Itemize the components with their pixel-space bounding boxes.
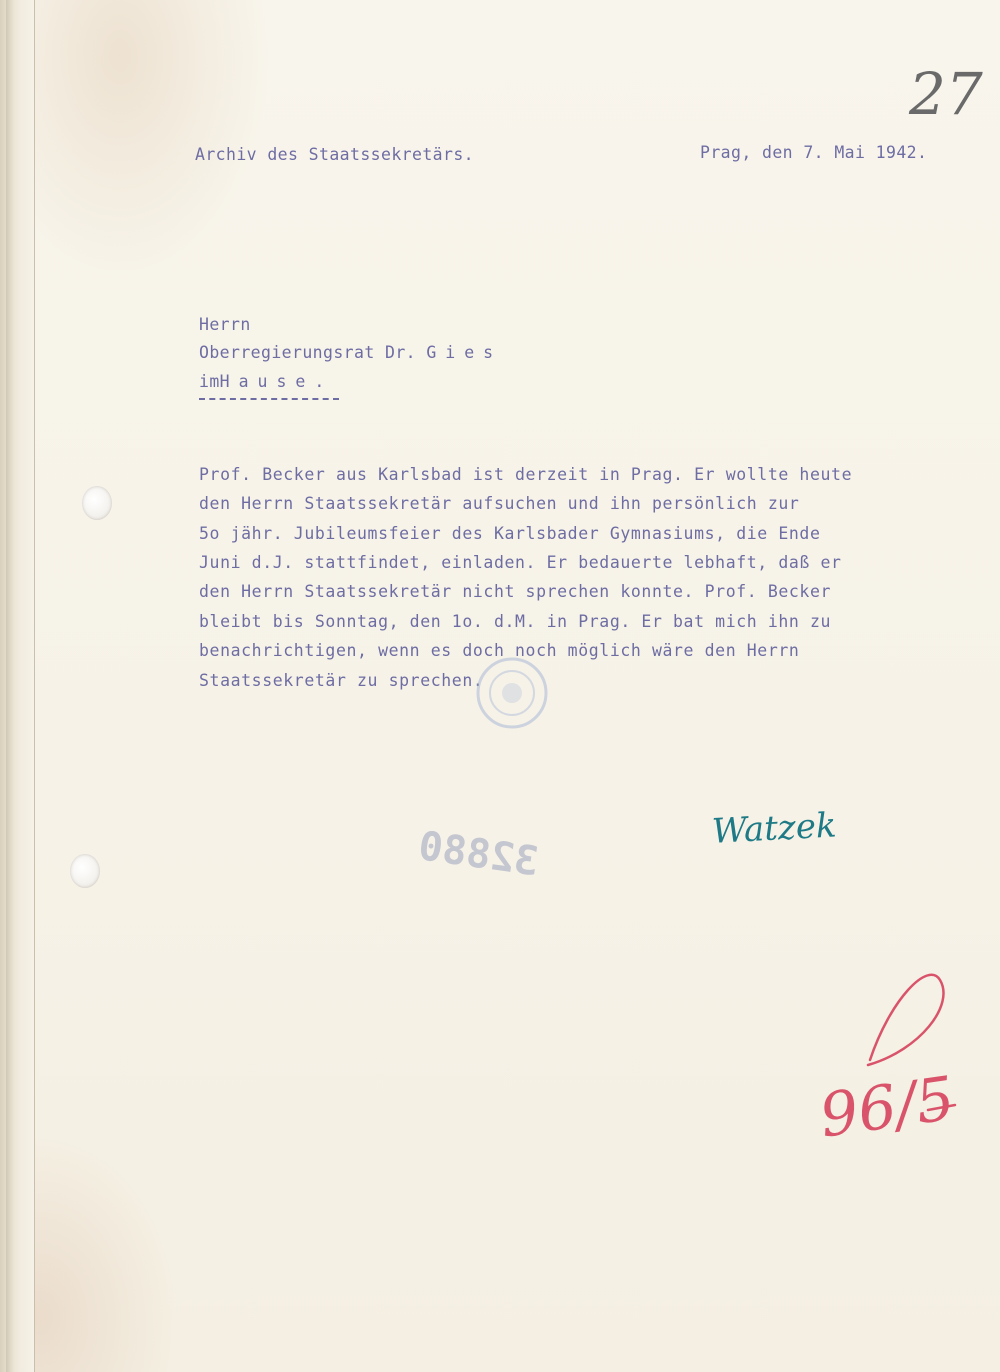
addressee-title: Oberregierungsrat Dr. [199, 343, 417, 362]
location-prefix: im [199, 372, 220, 391]
folio-number-text: 27 [909, 60, 983, 128]
punch-hole-upper [82, 486, 112, 520]
addressee-salutation: Herrn [199, 315, 251, 334]
body-line: den Herrn Staatssekretär nicht sprechen konnte. Prof. Becker [199, 582, 832, 601]
body-line: bleibt bis Sonntag, den 1o. d.M. in Prag. Er bat mich ihn zu [199, 612, 832, 631]
archive-stamp [462, 655, 554, 733]
paper-edge-shadow [6, 0, 14, 1372]
body-line: den Herrn Staatssekretär aufsuchen und ihn persönlich zur [199, 494, 800, 513]
location-word: Hause [219, 372, 315, 391]
inventory-number-text: 32880 [415, 823, 542, 886]
punch-hole-lower [70, 854, 100, 888]
signature-text: Watzek [710, 805, 838, 852]
folio-number-handwritten [905, 58, 985, 128]
inventory-number-stamp [398, 818, 548, 888]
red-pencil-annotation [810, 960, 970, 1170]
body-line: 5o jähr. Jubileumsfeier des Karlsbader Gymnasiums, die Ende [199, 524, 821, 543]
body-line: Staatssekretär zu sprechen. [199, 671, 484, 690]
place-date: Prag, den 7. Mai 1942. [700, 143, 928, 162]
paper-left-edge [0, 0, 35, 1372]
addressee-name-line [199, 343, 502, 362]
location-suffix: . [314, 372, 325, 391]
location-underline [199, 398, 339, 400]
signature [708, 800, 858, 860]
body-line: Prof. Becker aus Karlsbad ist derzeit in Prag. Er wollte heute [199, 465, 853, 484]
body-line: benachrichtigen, wenn es doch noch möglich wäre den Herrn [199, 641, 800, 660]
addressee-location-line [199, 372, 325, 391]
addressee-surname: Gies [426, 343, 503, 362]
body-line: Juni d.J. stattfindet, einladen. Er bedauerte lebhaft, daß er [199, 553, 842, 572]
red-mark-text: 96/5 [815, 1063, 959, 1152]
office-header: Archiv des Staatssekretärs. [195, 145, 475, 164]
